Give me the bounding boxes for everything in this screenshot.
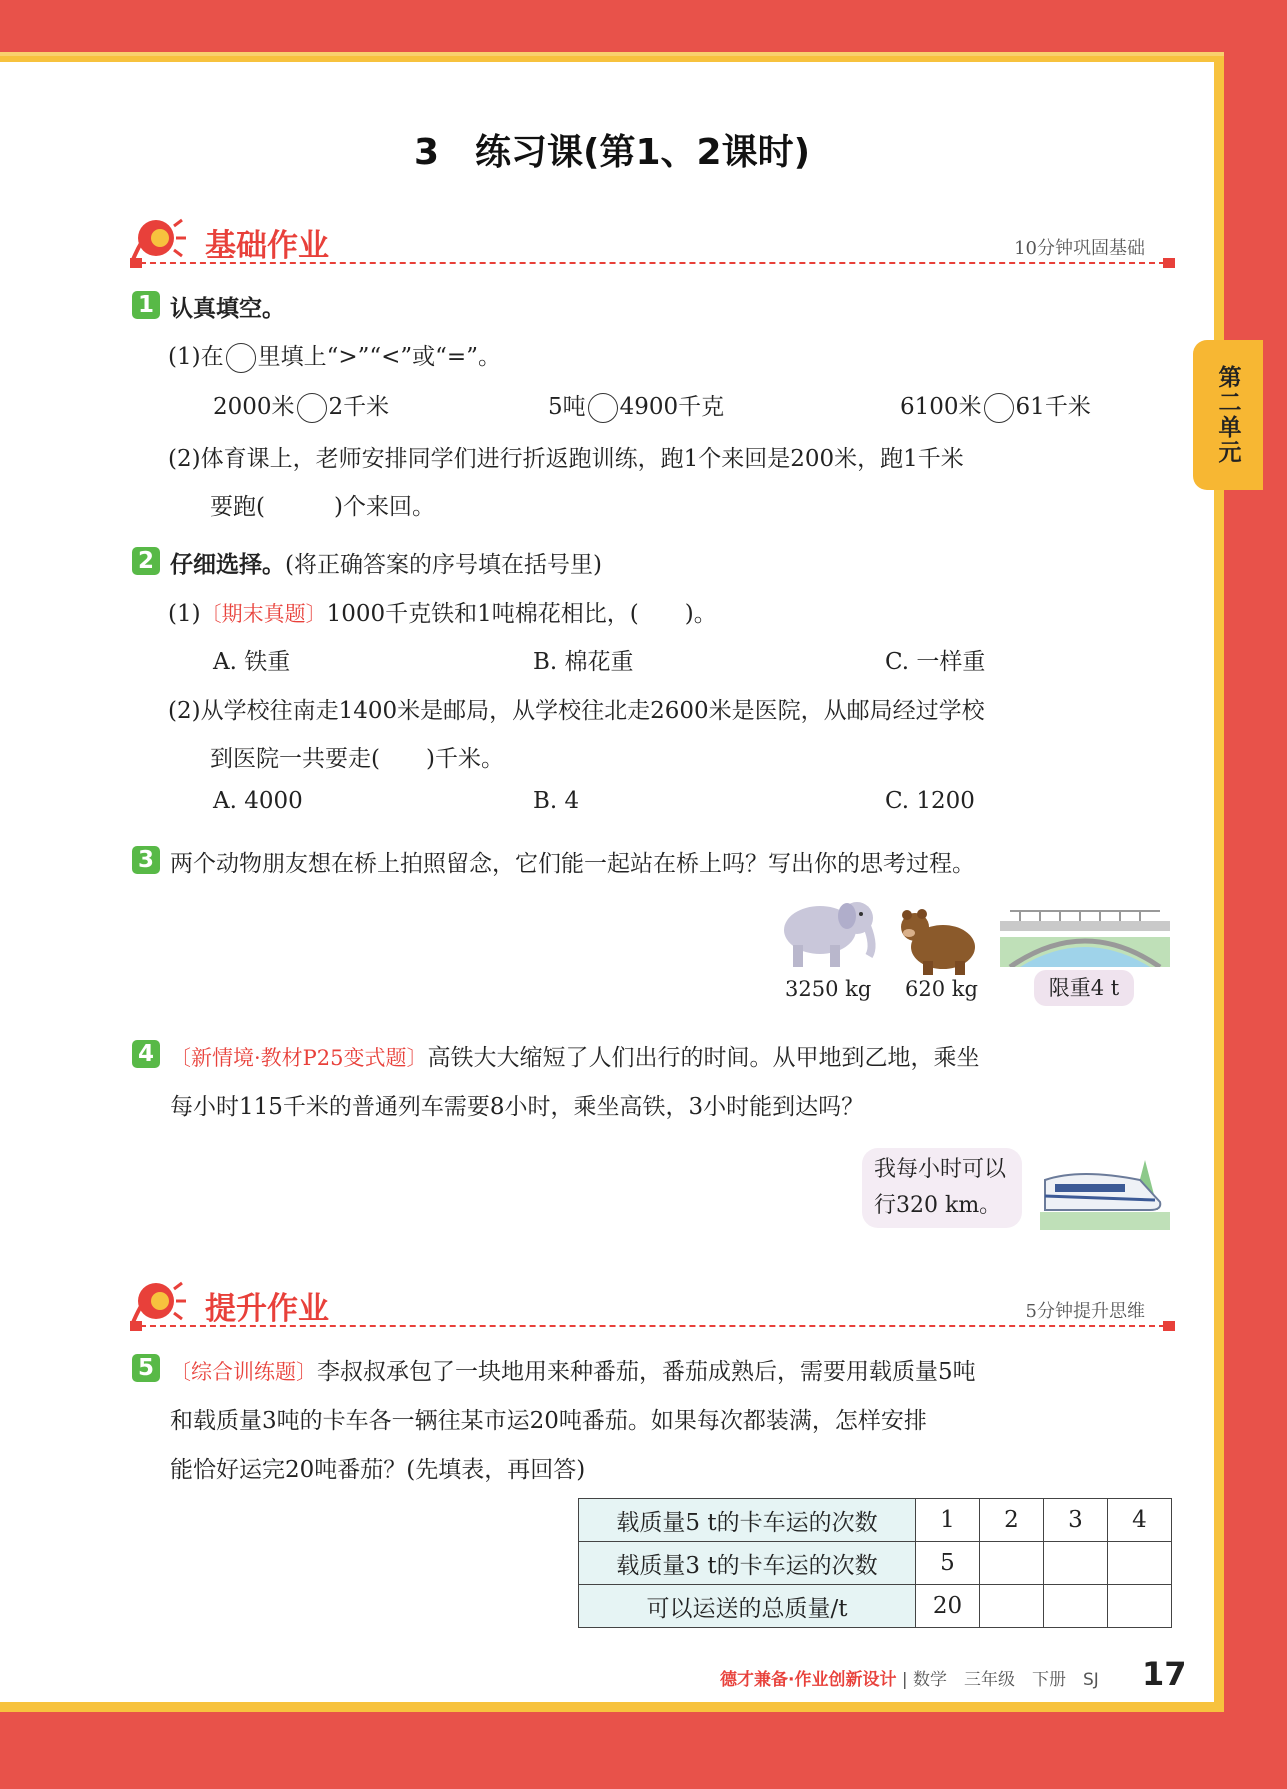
answer-circle[interactable]	[984, 393, 1014, 423]
table-row	[579, 1542, 1172, 1585]
weight-limit-sign: 限重4 t	[1034, 970, 1134, 1006]
section-note: 5分钟提升思维	[1025, 1301, 1145, 1322]
table-row	[579, 1499, 1172, 1542]
question-text: 〔综合训练题〕李叔叔承包了一块地用来种番茄，番茄成熟后，需要用载质量5吨	[170, 1359, 976, 1385]
high-speed-train-icon	[1040, 1150, 1170, 1230]
question-text: (1)〔期末真题〕1000千克铁和1吨棉花相比，( )。	[168, 601, 717, 627]
table-cell: 4	[1108, 1499, 1172, 1542]
source-tag: 〔综合训练题〕	[170, 1360, 317, 1384]
question-number: 2	[132, 547, 160, 575]
table-input-cell[interactable]	[980, 1542, 1044, 1585]
option[interactable]: A. 4000	[213, 788, 303, 814]
table-input-cell[interactable]	[1108, 1585, 1172, 1628]
question-number: 5	[132, 1354, 160, 1382]
transport-table	[578, 1498, 1172, 1628]
section-title: 基础作业	[205, 228, 329, 264]
section-note: 10分钟巩固基础	[1014, 238, 1145, 259]
compare-item: 6100米 61千米	[900, 388, 1091, 423]
table-cell: 20	[916, 1585, 980, 1628]
option[interactable]: C. 1200	[885, 788, 975, 814]
page-number: 17	[1142, 1655, 1187, 1693]
question-number: 1	[132, 291, 160, 319]
unit-tab: 第二单元	[1193, 340, 1263, 490]
table-header-cell: 可以运送的总质量/t	[579, 1585, 916, 1628]
question-heading: 仔细选择。(将正确答案的序号填在括号里)	[170, 551, 602, 578]
source-tag: 〔期末真题〕	[200, 602, 327, 626]
question-text: 要跑( )个来回。	[210, 494, 435, 520]
question-number: 4	[132, 1040, 160, 1068]
option[interactable]: B. 4	[533, 788, 580, 814]
speech-bubble	[862, 1148, 1022, 1228]
bubble-line: 行320 km。	[874, 1193, 1002, 1218]
answer-circle[interactable]	[226, 343, 256, 373]
table-cell: 5	[916, 1542, 980, 1585]
table-cell: 1	[916, 1499, 980, 1542]
table-input-cell[interactable]	[980, 1585, 1044, 1628]
bear-icon	[895, 905, 980, 975]
bubble-line: 我每小时可以	[874, 1157, 1007, 1182]
source-tag: 〔新情境·教材P25变式题〕	[170, 1046, 428, 1070]
question-text: (1)在 里填上“>”“<”或“=”。	[168, 338, 501, 373]
section-advanced-header	[130, 1275, 1175, 1335]
question-text: 到医院一共要走( )千米。	[210, 746, 504, 772]
answer-circle[interactable]	[297, 393, 327, 423]
question-text: 能恰好运完20吨番茄？(先填表，再回答)	[170, 1457, 586, 1483]
bridge-icon	[1000, 907, 1170, 967]
table-input-cell[interactable]	[1044, 1585, 1108, 1628]
footer-info: 数学 三年级 下册 SJ	[913, 1670, 1099, 1690]
table-cell: 2	[980, 1499, 1044, 1542]
elephant-weight: 3250 kg	[785, 977, 872, 1001]
bear-weight: 620 kg	[905, 977, 978, 1001]
question-text: (2)从学校往南走1400米是邮局，从学校往北走2600米是医院，从邮局经过学校	[168, 698, 985, 724]
table-row	[579, 1585, 1172, 1628]
section-divider	[130, 1325, 1175, 1327]
question-text: 两个动物朋友想在桥上拍照留念，它们能一起站在桥上吗？写出你的思考过程。	[170, 851, 975, 877]
page-title: 3 练习课(第1、2课时)	[413, 132, 811, 173]
elephant-icon	[775, 890, 880, 972]
table-header-cell: 载质量3 t的卡车运的次数	[579, 1542, 916, 1585]
table-cell: 3	[1044, 1499, 1108, 1542]
question-text: 和载质量3吨的卡车各一辆往某市运20吨番茄。如果每次都装满，怎样安排	[170, 1408, 927, 1434]
question-text: 〔新情境·教材P25变式题〕高铁大大缩短了人们出行的时间。从甲地到乙地，乘坐	[170, 1045, 980, 1071]
option[interactable]: A. 铁重	[213, 649, 291, 675]
section-divider	[130, 262, 1175, 264]
section-title: 提升作业	[205, 1291, 329, 1327]
footer-brand: 德才兼备·作业创新设计	[720, 1670, 897, 1690]
compare-item: 5吨 4900千克	[548, 388, 724, 423]
table-input-cell[interactable]	[1108, 1542, 1172, 1585]
question-heading: 认真填空。	[170, 295, 285, 322]
answer-circle[interactable]	[588, 393, 618, 423]
question-text: (2)体育课上，老师安排同学们进行折返跑训练，跑1个来回是200米，跑1千米	[168, 446, 964, 472]
option[interactable]: B. 棉花重	[533, 649, 634, 675]
question-text: 每小时115千米的普通列车需要8小时，乘坐高铁，3小时能到达吗？	[170, 1094, 865, 1120]
section-basic-header	[130, 212, 1175, 272]
option[interactable]: C. 一样重	[885, 649, 986, 675]
compare-item: 2000米 2千米	[213, 388, 389, 423]
footer-separator: |	[901, 1670, 908, 1690]
table-header-cell: 载质量5 t的卡车运的次数	[579, 1499, 916, 1542]
table-input-cell[interactable]	[1044, 1542, 1108, 1585]
question-number: 3	[132, 846, 160, 874]
page-footer	[720, 1665, 1099, 1690]
